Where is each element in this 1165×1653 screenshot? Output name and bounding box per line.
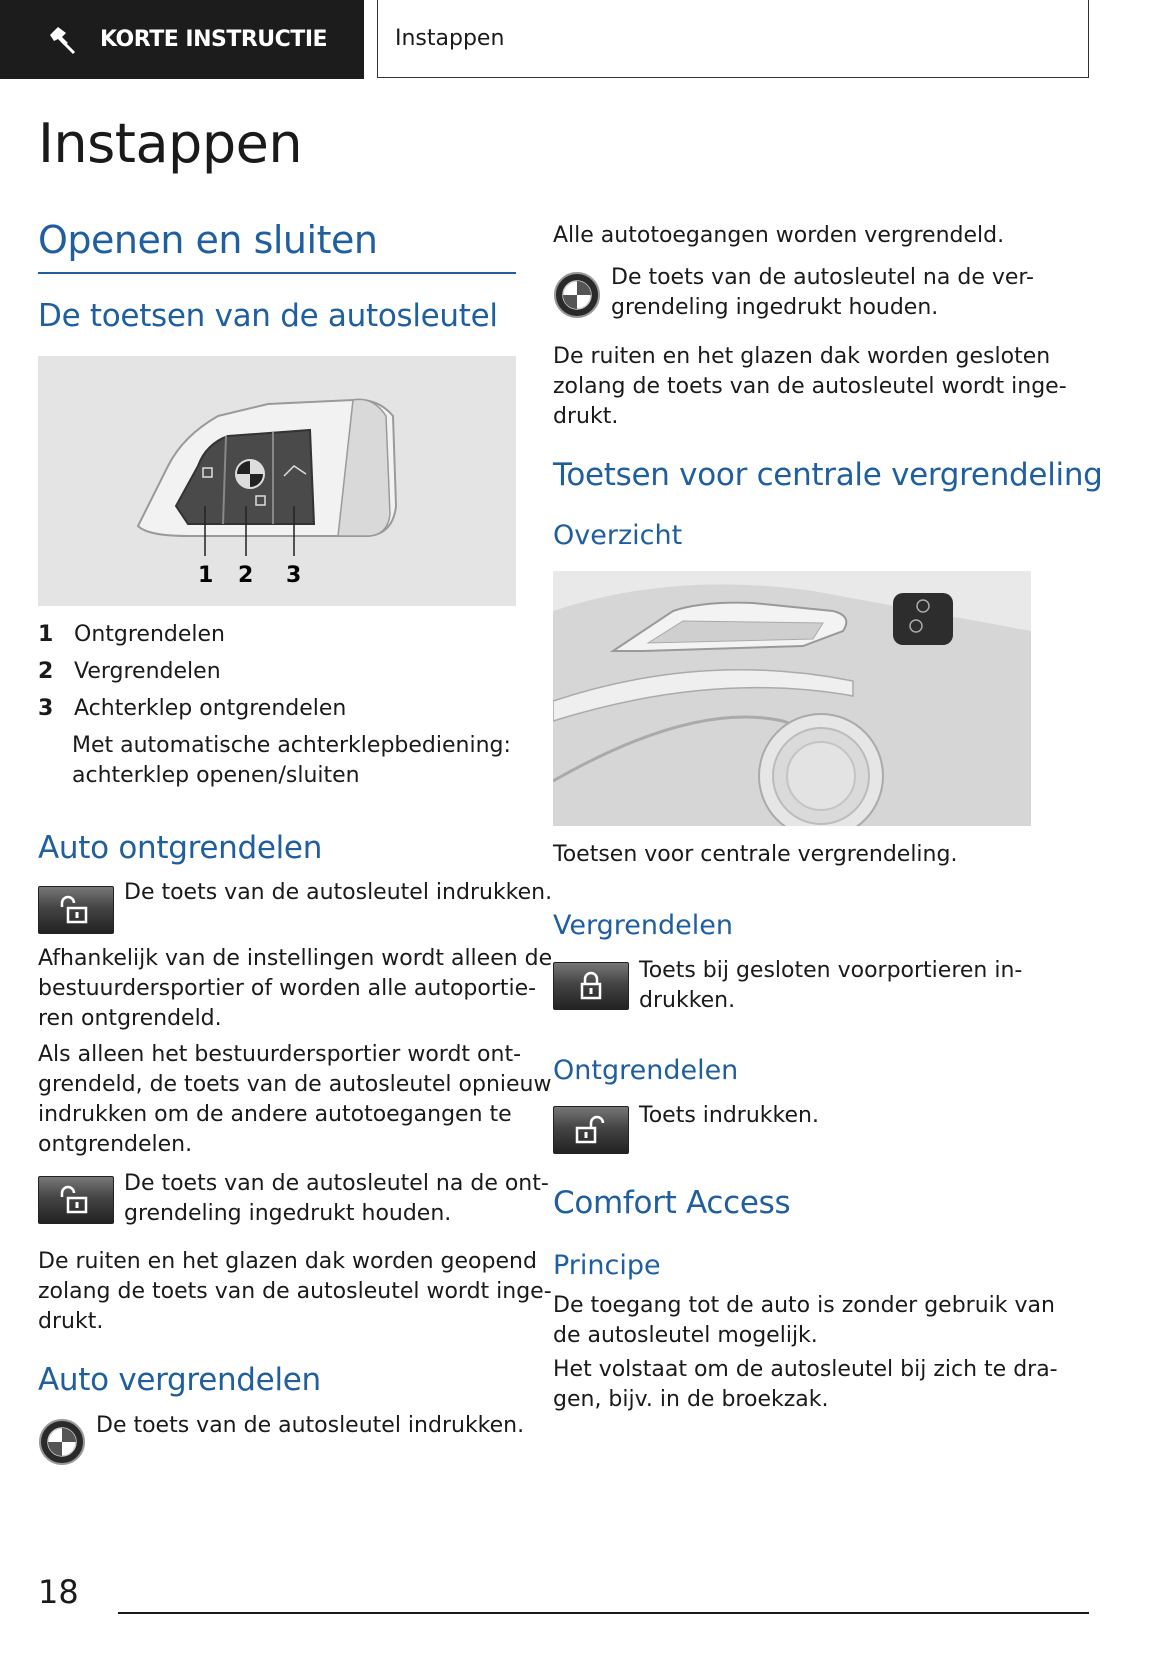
- lock-instruction: De toets van de autosleutel indrukken.: [96, 1413, 525, 1438]
- list-item: 2 Vergrendelen: [38, 659, 221, 684]
- unlock-button-icon: [38, 886, 114, 934]
- door-panel-illustration: [553, 571, 1031, 826]
- heading-unlock: Ontgrendelen: [553, 1055, 739, 1086]
- unlock-paragraph-2: Als alleen het bestuurdersportier wordt ont- grendeld, de toets van de autosleutel opnieuw indrukken om de andere autotoegangen te ontgrendelen.: [38, 1042, 552, 1157]
- car-key-illustration: [38, 356, 516, 606]
- central-lock-text: Toets bij gesloten voorportieren in- drukken.: [639, 958, 1023, 1013]
- unlock-paragraph-3: De ruiten en het glazen dak worden geopend zolang de toets van de autosleutel wordt inge- drukt.: [38, 1249, 552, 1334]
- lock-icon: [576, 971, 606, 1001]
- list-note: Met automatische achterklepbediening: achterklep openen/sluiten: [72, 733, 511, 788]
- breadcrumb: [377, 0, 1089, 78]
- page-number: 18: [38, 1573, 79, 1611]
- unlock-icon: [573, 1115, 609, 1145]
- central-lock-button-icon: [553, 962, 629, 1010]
- heading-central-locking: Toetsen voor centrale vergrendeling: [553, 457, 1103, 493]
- page-title: Instappen: [38, 112, 303, 175]
- heading-rule: [38, 272, 516, 274]
- heading-overview: Overzicht: [553, 520, 683, 551]
- lock-paragraph-2: De ruiten en het glazen dak worden gesloten zolang de toets van de autosleutel wordt inge- drukt.: [553, 344, 1067, 429]
- heading-comfort-access: Comfort Access: [553, 1185, 791, 1221]
- unlock-icon: [58, 895, 94, 925]
- key-label-3: 3: [286, 563, 302, 588]
- key-buttons-list: [38, 620, 516, 791]
- unlock-instruction: De toets van de autosleutel indrukken.: [124, 880, 553, 905]
- heading-car-unlock: Auto ontgrendelen: [38, 830, 323, 866]
- principle-paragraph-1: De toegang tot de auto is zonder gebruik van de autosleutel mogelijk.: [553, 1293, 1055, 1348]
- breadcrumb-text: Instappen: [395, 26, 505, 51]
- heading-keys: De toetsen van de autosleutel: [38, 298, 498, 334]
- figure-caption: Toetsen voor centrale vergrendeling.: [553, 842, 958, 867]
- section-tab: [0, 0, 364, 79]
- central-unlock-text: Toets indrukken.: [639, 1103, 819, 1128]
- bmw-logo-icon: [553, 271, 601, 319]
- key-label-1: 1: [198, 563, 214, 588]
- pin-icon: [46, 23, 80, 57]
- door-panel-figure: [553, 571, 1031, 826]
- lock-paragraph-1: Alle autotoegangen worden vergrendeld.: [553, 223, 1005, 248]
- footer-rule: [118, 1612, 1089, 1614]
- heading-principle: Principe: [553, 1250, 661, 1281]
- list-item: 1 Ontgrendelen: [38, 622, 225, 647]
- lock-hold-text: De toets van de autosleutel na de ver- grendeling ingedrukt houden.: [611, 265, 1034, 320]
- principle-paragraph-2: Het volstaat om de autosleutel bij zich te dra- gen, bijv. in de broekzak.: [553, 1357, 1058, 1412]
- central-unlock-button-icon: [553, 1106, 629, 1154]
- heading-car-lock: Auto vergrendelen: [38, 1362, 321, 1398]
- heading-lock: Vergrendelen: [553, 910, 733, 941]
- car-key-figure: [38, 356, 516, 606]
- unlock-hold-button-icon: [38, 1176, 114, 1224]
- list-item: 3 Achterklep ontgrendelen: [38, 696, 347, 721]
- bmw-logo-icon: [38, 1418, 86, 1466]
- heading-open-close: Openen en sluiten: [38, 218, 378, 262]
- section-label: KORTE INSTRUCTIE: [100, 27, 328, 52]
- unlock-paragraph-1: Afhankelijk van de instellingen wordt alleen de bestuurdersportier of worden alle autoportie- ren ontgrendeld.: [38, 946, 553, 1031]
- key-label-2: 2: [238, 563, 254, 588]
- unlock-icon: [58, 1185, 94, 1215]
- unlock-hold-text: De toets van de autosleutel na de ont- grendeling ingedrukt houden.: [124, 1171, 549, 1226]
